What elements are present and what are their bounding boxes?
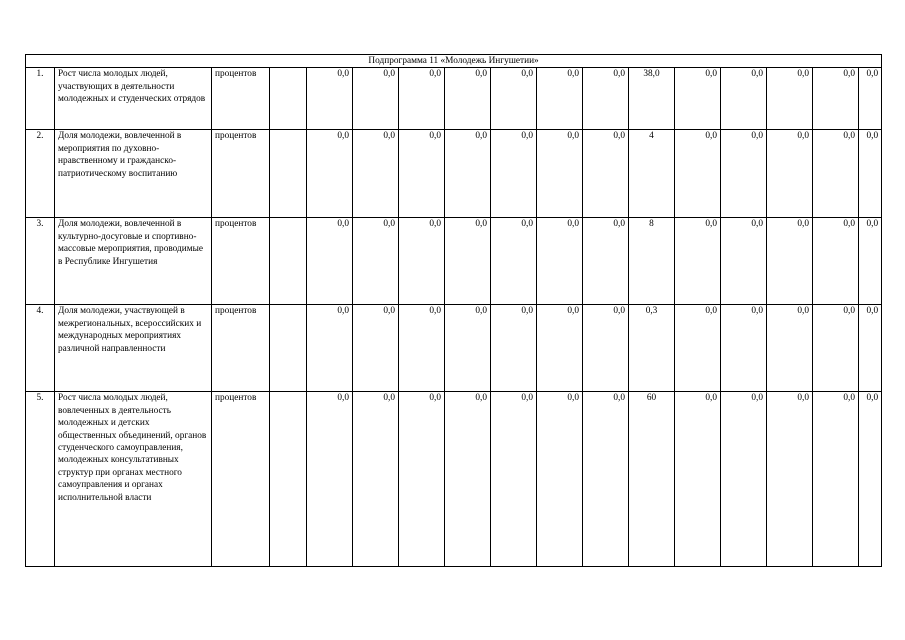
value-cell: 0,0 [813,218,859,305]
value-cell: 0,0 [721,68,767,130]
empty-cell [270,130,307,218]
subprogram-header-row [26,55,882,68]
table-row [26,68,882,130]
value-cell: 0,0 [399,68,445,130]
value-cell: 0,0 [813,68,859,130]
value-cell: 0,0 [675,130,721,218]
indicator-name: Рост числа молодых людей, вовлеченных в деятельность молодежных и детских общественных объединений, органов студенческого самоуправления, молодежных консультативных структур при органах местного самоуправления и органах исполнительной власти [55,392,212,567]
value-cell: 0,0 [675,68,721,130]
empty-cell [270,392,307,567]
value-cell: 0,0 [583,130,629,218]
table-row [26,218,882,305]
value-cell: 0,0 [353,68,399,130]
value-cell: 0,0 [399,218,445,305]
value-cell: 0,0 [537,392,583,567]
value-cell: 0,0 [721,305,767,392]
empty-cell [270,218,307,305]
value-cell: 0,0 [445,218,491,305]
subprogram-title: Подпрограмма 11 «Молодежь Ингушетии» [26,55,882,68]
value-cell: 0,0 [813,305,859,392]
value-cell: 0,0 [491,218,537,305]
unit-cell: процентов [212,392,270,567]
value-cell: 0,0 [675,305,721,392]
value-cell: 0,0 [721,130,767,218]
value-cell: 0,0 [445,130,491,218]
value-cell: 0,0 [491,305,537,392]
table-row [26,130,882,218]
row-number: 2. [26,130,55,218]
value-cell: 0,0 [859,218,882,305]
row-number: 4. [26,305,55,392]
value-cell: 0,0 [813,392,859,567]
value-cell: 0,0 [353,392,399,567]
value-cell: 0,0 [721,218,767,305]
value-cell: 0,0 [767,392,813,567]
unit-cell: процентов [212,130,270,218]
value-cell: 0,0 [537,218,583,305]
value-cell: 0,0 [583,305,629,392]
unit-cell: процентов [212,68,270,130]
row-number: 3. [26,218,55,305]
value-cell: 8 [629,218,675,305]
value-cell: 0,0 [491,392,537,567]
table-row [26,305,882,392]
value-cell: 0,0 [813,130,859,218]
value-cell: 0,0 [675,392,721,567]
value-cell: 0,0 [307,218,353,305]
value-cell: 0,0 [583,218,629,305]
value-cell: 0,0 [307,305,353,392]
value-cell: 0,0 [859,392,882,567]
value-cell: 0,0 [399,130,445,218]
value-cell: 0,0 [399,392,445,567]
value-cell: 0,0 [859,305,882,392]
value-cell: 0,0 [859,68,882,130]
value-cell: 0,0 [767,68,813,130]
value-cell: 0,3 [629,305,675,392]
unit-cell: процентов [212,305,270,392]
value-cell: 0,0 [353,218,399,305]
value-cell: 0,0 [537,130,583,218]
value-cell: 0,0 [583,392,629,567]
value-cell: 0,0 [445,68,491,130]
value-cell: 0,0 [353,305,399,392]
unit-cell: процентов [212,218,270,305]
value-cell: 0,0 [307,68,353,130]
indicator-name: Доля молодежи, участвующей в межрегиональных, всероссийских и международных мероприятиях различной направленности [55,305,212,392]
value-cell: 0,0 [353,130,399,218]
value-cell: 0,0 [307,130,353,218]
value-cell: 0,0 [491,68,537,130]
indicator-name: Доля молодежи, вовлеченной в культурно-досуговые и спортивно-массовые мероприятия, проводимые в Республике Ингушетия [55,218,212,305]
value-cell: 60 [629,392,675,567]
value-cell: 38,0 [629,68,675,130]
value-cell: 0,0 [537,68,583,130]
value-cell: 0,0 [675,218,721,305]
value-cell: 4 [629,130,675,218]
value-cell: 0,0 [767,218,813,305]
value-cell: 0,0 [445,305,491,392]
value-cell: 0,0 [859,130,882,218]
value-cell: 0,0 [583,68,629,130]
empty-cell [270,305,307,392]
table-row [26,392,882,567]
value-cell: 0,0 [767,305,813,392]
value-cell: 0,0 [721,392,767,567]
indicator-name: Доля молодежи, вовлеченной в мероприятия по духовно-нравственному и гражданско-патриотическому воспитанию [55,130,212,218]
value-cell: 0,0 [399,305,445,392]
value-cell: 0,0 [537,305,583,392]
value-cell: 0,0 [445,392,491,567]
indicator-name: Рост числа молодых людей, участвующих в деятельности молодежных и студенческих отрядов [55,68,212,130]
indicators-table [25,54,882,567]
row-number: 1. [26,68,55,130]
value-cell: 0,0 [307,392,353,567]
value-cell: 0,0 [491,130,537,218]
row-number: 5. [26,392,55,567]
value-cell: 0,0 [767,130,813,218]
empty-cell [270,68,307,130]
